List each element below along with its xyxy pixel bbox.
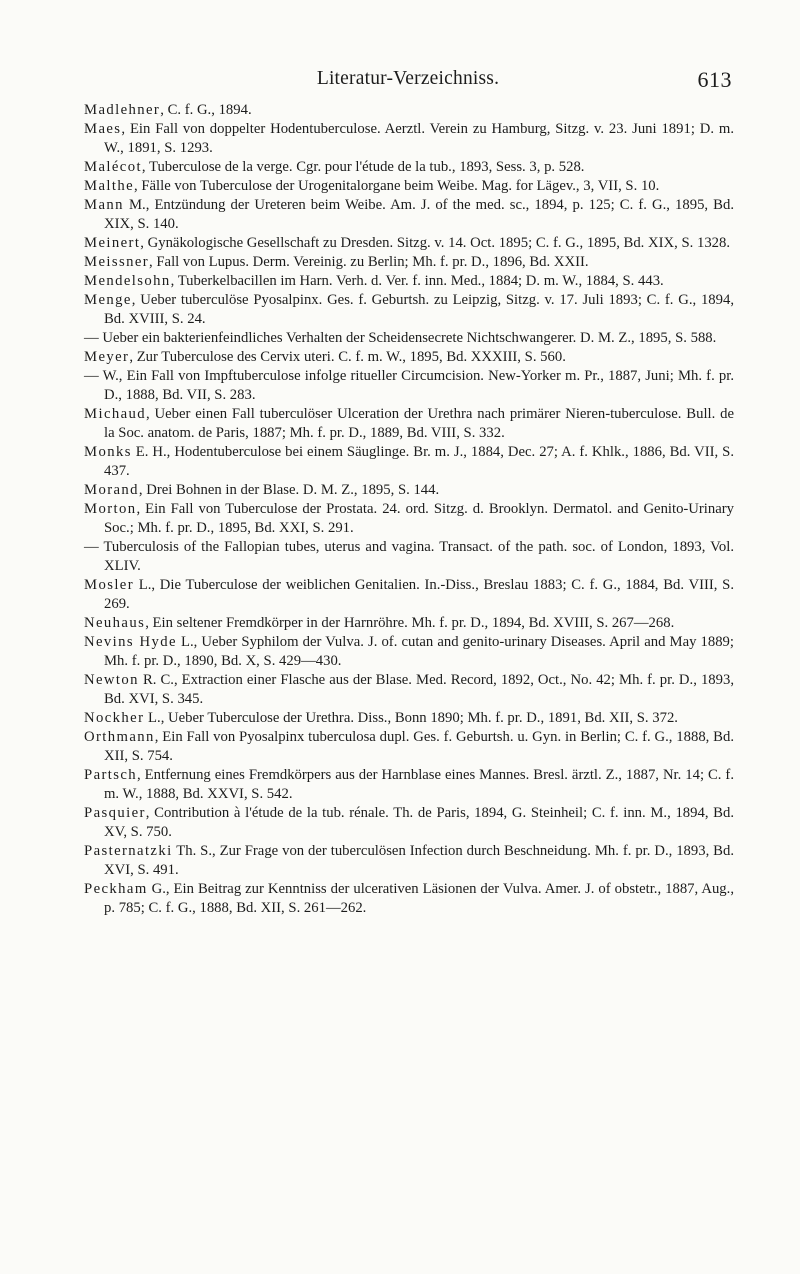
bibliography-entry — [84, 196, 734, 234]
entry-text: , Ein Fall von Tuberculose der Prostata. 24. ord. Sitzg. d. Brooklyn. Dermatol. and Genito-Urinary Soc.; Mh. f. pr. D., 1895, Bd. XXI, S. 291. — [104, 501, 734, 536]
entry-text: L., Die Tuberculose der weiblichen Genitalien. In.-Diss., Breslau 1883; C. f. G., 1884, Bd. VIII, S. 269. — [104, 577, 734, 612]
bibliography-entry — [84, 481, 734, 500]
entry-text: , Tuberkelbacillen im Harn. Verh. d. Ver. f. inn. Med., 1884; D. m. W., 1884, S. 443. — [170, 273, 664, 289]
bibliography-entry — [84, 329, 734, 348]
entry-author: Nevins Hyde — [84, 634, 177, 650]
bibliography-entry — [84, 120, 734, 158]
entry-author: Meissner — [84, 254, 150, 270]
entry-text: , Zur Tuberculose des Cervix uteri. C. f. m. W., 1895, Bd. XXXIII, S. 560. — [129, 349, 566, 365]
bibliography-entry — [84, 158, 734, 177]
bibliography-entry — [84, 633, 734, 671]
entry-author: Michaud — [84, 406, 147, 422]
entry-author: Mann — [84, 197, 124, 213]
entry-text: , C. f. G., 1894. — [160, 102, 252, 118]
entry-author: Meinert — [84, 235, 141, 251]
entry-author: Maes — [84, 121, 122, 137]
entry-text: E. H., Hodentuberculose bei einem Säuglinge. Br. m. J., 1884, Dec. 27; A. f. Khlk., 1886, Bd. VII, S. 437. — [104, 444, 734, 479]
entry-text: , Ueber tuberculöse Pyosalpinx. Ges. f. Geburtsh. zu Leipzig, Sitzg. v. 17. Juli 1893; C. f. G., 1894, Bd. XVIII, S. 24. — [104, 292, 734, 327]
bibliography-entry — [84, 443, 734, 481]
bibliography-list — [84, 101, 734, 918]
entry-text: , Ein Fall von doppelter Hodentuberculose. Aerztl. Verein zu Hamburg, Sitzg. v. 23. Juni 1891; D. m. W., 1891, S. 1293. — [104, 121, 734, 156]
entry-text: , Fälle von Tuberculose der Urogenitalorgane beim Weibe. Mag. for Lägev., 3, VII, S. 10. — [134, 178, 660, 194]
entry-text: L., Ueber Syphilom der Vulva. J. of. cutan and genito-urinary Diseases. April and May 1889; Mh. f. pr. D., 1890, Bd. X, S. 429—430. — [104, 634, 734, 669]
entry-author: Newton — [84, 672, 139, 688]
bibliography-entry — [84, 728, 734, 766]
page-number: 613 — [697, 67, 732, 92]
bibliography-entry — [84, 291, 734, 329]
entry-author: Morton — [84, 501, 137, 517]
entry-author: Malthe — [84, 178, 135, 194]
entry-author: Meyer — [84, 349, 130, 365]
entry-author: Partsch — [84, 767, 138, 783]
bibliography-entry — [84, 576, 734, 614]
entry-author: Peckham — [84, 881, 148, 897]
entry-text: , Drei Bohnen in der Blase. D. M. Z., 1895, S. 144. — [138, 482, 440, 498]
entry-text: — Ueber ein bakterienfeindliches Verhalten der Scheidensecrete Nichtschwangerer. D. M. Z., 1895, S. 588. — [84, 330, 717, 346]
entry-author: Pasternatzki — [84, 843, 173, 859]
bibliography-entry — [84, 709, 734, 728]
bibliography-entry — [84, 348, 734, 367]
entry-text: , Ein Fall von Pyosalpinx tuberculosa dupl. Ges. f. Geburtsh. u. Gyn. in Berlin; C. f. G., 1888, Bd. XII, S. 754. — [104, 729, 734, 764]
bibliography-entry — [84, 614, 734, 633]
entry-text: — W., Ein Fall von Impftuberculose infolge ritueller Circumcision. New-Yorker m. Pr., 1887, Juni; Mh. f. pr. D., 1888, Bd. VII, S. 283. — [84, 368, 734, 403]
running-title: Literatur-Verzeichniss. — [316, 68, 500, 89]
bibliography-entry — [84, 671, 734, 709]
entry-text: M., Entzündung der Ureteren beim Weibe. Am. J. of the med. sc., 1894, p. 125; C. f. G., 1895, Bd. XIX, S. 140. — [104, 197, 734, 232]
bibliography-entry — [84, 405, 734, 443]
entry-author: Monks — [84, 444, 132, 460]
entry-text: , Ein seltener Fremdkörper in der Harnröhre. Mh. f. pr. D., 1894, Bd. XVIII, S. 267—268. — [145, 615, 675, 631]
bibliography-entry — [84, 234, 734, 253]
entry-author: Morand — [84, 482, 139, 498]
entry-author: Orthmann — [84, 729, 155, 745]
bibliography-entry — [84, 766, 734, 804]
entry-author: Menge — [84, 292, 132, 308]
bibliography-entry — [84, 880, 734, 918]
entry-text: R. C., Extraction einer Flasche aus der Blase. Med. Record, 1892, Oct., No. 42; Mh. f. pr. D., 1893, Bd. XVI, S. 345. — [104, 672, 734, 707]
entry-text: , Tuberculose de la verge. Cgr. pour l'étude de la tub., 1893, Sess. 3, p. 528. — [141, 159, 585, 175]
entry-text: L., Ueber Tuberculose der Urethra. Diss., Bonn 1890; Mh. f. pr. D., 1891, Bd. XII, S. 372. — [144, 710, 678, 726]
bibliography-entry — [84, 101, 734, 120]
entry-author: Neuhaus — [84, 615, 146, 631]
entry-author: Pasquier — [84, 805, 146, 821]
bibliography-entry — [84, 272, 734, 291]
bibliography-entry — [84, 842, 734, 880]
bibliography-entry — [84, 538, 734, 576]
entry-text: Th. S., Zur Frage von der tuberculösen Infection durch Beschneidung. Mh. f. pr. D., 1893, Bd. XVI, S. 491. — [104, 843, 734, 878]
entry-author: Mendelsohn — [84, 273, 171, 289]
entry-text: , Contribution à l'étude de la tub. rénale. Th. de Paris, 1894, G. Steinheil; C. f. inn. M., 1894, Bd. XV, S. 750. — [104, 805, 734, 840]
bibliography-entry — [84, 804, 734, 842]
entry-text: , Entfernung eines Fremdkörpers aus der Harnblase eines Mannes. Bresl. ärztl. Z., 1887, Nr. 14; C. f. m. W., 1888, Bd. XXVI, S. 542. — [104, 767, 734, 802]
entry-author: Nockher — [84, 710, 145, 726]
page-header — [84, 68, 732, 98]
bibliography-entry — [84, 253, 734, 272]
entry-text: — Tuberculosis of the Fallopian tubes, uterus and vagina. Transact. of the path. soc. of London, 1893, Vol. XLIV. — [84, 539, 734, 574]
entry-author: Mosler — [84, 577, 135, 593]
entry-text: , Gynäkologische Gesellschaft zu Dresden. Sitzg. v. 14. Oct. 1895; C. f. G., 1895, Bd. XIX, S. 1328. — [140, 235, 731, 251]
bibliography-entry — [84, 500, 734, 538]
bibliography-entry — [84, 177, 734, 196]
entry-text: , Ueber einen Fall tuberculöser Ulceration der Urethra nach primärer Nieren-tuberculose. Bull. de la Soc. anatom. de Paris, 1887; Mh. f. pr. D., 1889, Bd. VIII, S. 332. — [104, 406, 734, 441]
entry-text: , Fall von Lupus. Derm. Vereinig. zu Berlin; Mh. f. pr. D., 1896, Bd. XXII. — [149, 254, 589, 270]
entry-text: G., Ein Beitrag zur Kenntniss der ulcerativen Läsionen der Vulva. Amer. J. of obstetr., 1887, Aug., p. 785; C. f. G., 1888, Bd. XII, S. 261—262. — [104, 881, 734, 916]
entry-author: Malécot — [84, 159, 142, 175]
bibliography-entry — [84, 367, 734, 405]
entry-author: Madlehner — [84, 102, 161, 118]
